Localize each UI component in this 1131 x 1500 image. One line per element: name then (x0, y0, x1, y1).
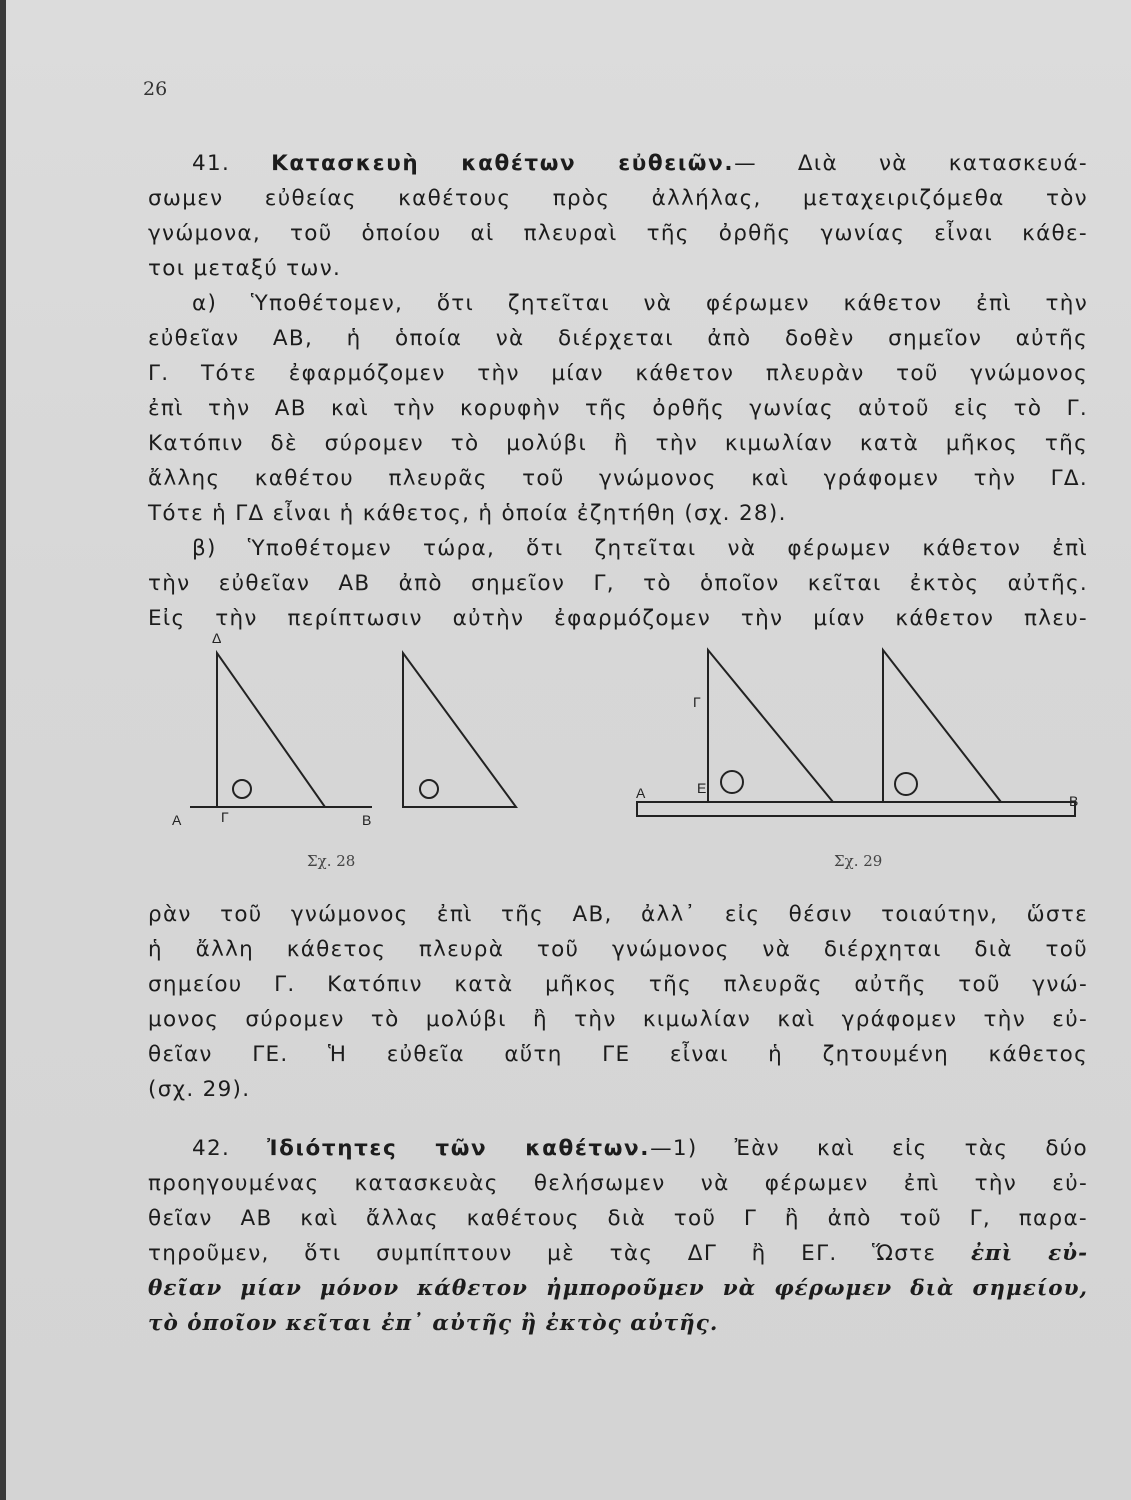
set-square-hole (420, 780, 438, 798)
section-41-heading-line (148, 146, 1088, 181)
text-line: τηροῦμεν, ὅτι συμπίπτουν μὲ τὰς ΔΓ ἢ ΕΓ. Ὥστε (148, 1241, 937, 1266)
set-square-right (403, 653, 516, 807)
set-square-left (708, 650, 833, 802)
text-line: Εἰς τὴν περίπτωσιν αὐτὴν ἐφαρμόζομεν τὴν μίαν κάθετον πλευ- (148, 606, 1088, 631)
section-42-heading-line (148, 1131, 1088, 1166)
section-41-text (148, 146, 1088, 636)
text-line: —1) Ἐὰν καὶ εἰς τὰς δύο (650, 1136, 1088, 1161)
section-42-number: 42. (192, 1136, 231, 1161)
label-gamma: Γ (221, 809, 229, 825)
text-line: θεῖαν ΑΒ καὶ ἄλλας καθέτους διὰ τοῦ Γ ἢ ἀπὸ τοῦ Γ, παρα- (148, 1206, 1088, 1231)
text-line: θεῖαν ΓΕ. Ἡ εὐθεῖα αὕτη ΓΕ εἶναι ἡ ζητουμένη κάθετος (148, 1042, 1088, 1067)
figure-29 (625, 635, 1095, 835)
label-a: Α (172, 812, 182, 828)
text-line: ἐπὶ τὴν ΑΒ καὶ τὴν κορυφὴν τῆς ὀρθῆς γωνίας αὐτοῦ εἰς τὸ Γ. (148, 396, 1088, 421)
text-line: Γ. Τότε ἐφαρμόζομεν τὴν μίαν κάθετον πλευρὰν τοῦ γνώμονος (148, 361, 1088, 386)
section-42-text (148, 1131, 1088, 1341)
text-line: Κατόπιν δὲ σύρομεν τὸ μολύβι ἢ τὴν κιμωλίαν κατὰ μῆκος τῆς (148, 431, 1088, 456)
text-line: τὴν εὐθεῖαν ΑΒ ἀπὸ σημεῖον Γ, τὸ ὁποῖον κεῖται ἐκτὸς αὐτῆς. (148, 571, 1088, 596)
text-line: α) Ὑποθέτομεν, ὅτι ζητεῖται νὰ φέρωμεν κάθετον ἐπὶ τὴν (192, 291, 1088, 316)
set-square-hole (721, 771, 743, 793)
emphasis-text: θεῖαν μίαν μόνον κάθετον ἠμποροῦμεν νὰ φέρωμεν διὰ σημείου, (148, 1276, 1088, 1301)
figure-28 (160, 625, 560, 875)
set-square-right (883, 650, 1001, 802)
text-line: Τότε ἡ ΓΔ εἶναι ἡ κάθετος, ἡ ὁποία ἐζητήθη (σχ. 28). (148, 501, 787, 526)
ruler-ab (637, 802, 1075, 816)
text-line-mixed (148, 1236, 1088, 1271)
label-gamma: Γ (693, 694, 701, 710)
label-b: Β (1069, 793, 1079, 809)
label-a: Α (636, 785, 646, 801)
text-line: ἄλλης καθέτου πλευρᾶς τοῦ γνώμονος καὶ γράφομεν τὴν ΓΔ. (148, 466, 1088, 491)
text-line: μονος σύρομεν τὸ μολύβι ἢ τὴν κιμωλίαν καὶ γράφομεν τὴν εὐ- (148, 1007, 1088, 1032)
text-line: β) Ὑποθέτομεν τώρα, ὅτι ζητεῖται νὰ φέρωμεν κάθετον ἐπὶ (192, 536, 1088, 561)
text-line: ἡ ἄλλη κάθετος πλευρὰ τοῦ γνώμονος νὰ διέρχηται διὰ τοῦ (148, 937, 1088, 962)
set-square-left (217, 653, 325, 807)
emphasis-text: τὸ ὁποῖον κεῖται ἐπ᾽ αὐτῆς ἢ ἐκτὸς αὐτῆς. (148, 1311, 719, 1336)
text-line: σημείου Γ. Κατόπιν κατὰ μῆκος τῆς πλευρᾶς αὐτῆς τοῦ γνώ- (148, 972, 1088, 997)
text-line: τοι μεταξύ των. (148, 256, 342, 281)
text-line: γνώμονα, τοῦ ὁποίου αἱ πλευραὶ τῆς ὀρθῆς γωνίας εἶναι κάθε- (148, 221, 1088, 246)
text-line: — Διὰ νὰ κατασκευά- (734, 151, 1088, 176)
text-line: (σχ. 29). (148, 1077, 251, 1102)
set-square-hole (895, 773, 917, 795)
section-42-title: Ἰδιότητες τῶν καθέτων. (267, 1136, 651, 1161)
section-41-title: Κατασκευὴ καθέτων εὐθειῶν. (271, 151, 735, 176)
section-41-number: 41. (192, 151, 231, 176)
set-square-hole (233, 780, 251, 798)
text-line: σωμεν εὐθείας καθέτους πρὸς ἀλλήλας, μεταχειριζόμεθα τὸν (148, 186, 1088, 211)
label-epsilon: Ε (697, 780, 707, 796)
figure-28-caption: Σχ. 28 (307, 852, 356, 870)
figure-29-caption: Σχ. 29 (834, 852, 883, 870)
text-line: προηγουμένας κατασκευὰς θελήσωμεν νὰ φέρωμεν ἐπὶ τὴν εὐ- (148, 1171, 1088, 1196)
text-line: εὐθεῖαν ΑΒ, ἡ ὁποία νὰ διέρχεται ἀπὸ δοθὲν σημεῖον αὐτῆς (148, 326, 1088, 351)
label-delta: Δ (212, 630, 222, 646)
page-shadow-edge (0, 0, 6, 1500)
page-number: 26 (143, 78, 168, 100)
section-41-continuation (148, 897, 1088, 1107)
label-b: Β (362, 812, 372, 828)
emphasis-text: ἐπὶ εὐ- (970, 1241, 1088, 1266)
text-line: ρὰν τοῦ γνώμονος ἐπὶ τῆς ΑΒ, ἀλλ᾽ εἰς θέσιν τοιαύτην, ὥστε (148, 902, 1088, 927)
